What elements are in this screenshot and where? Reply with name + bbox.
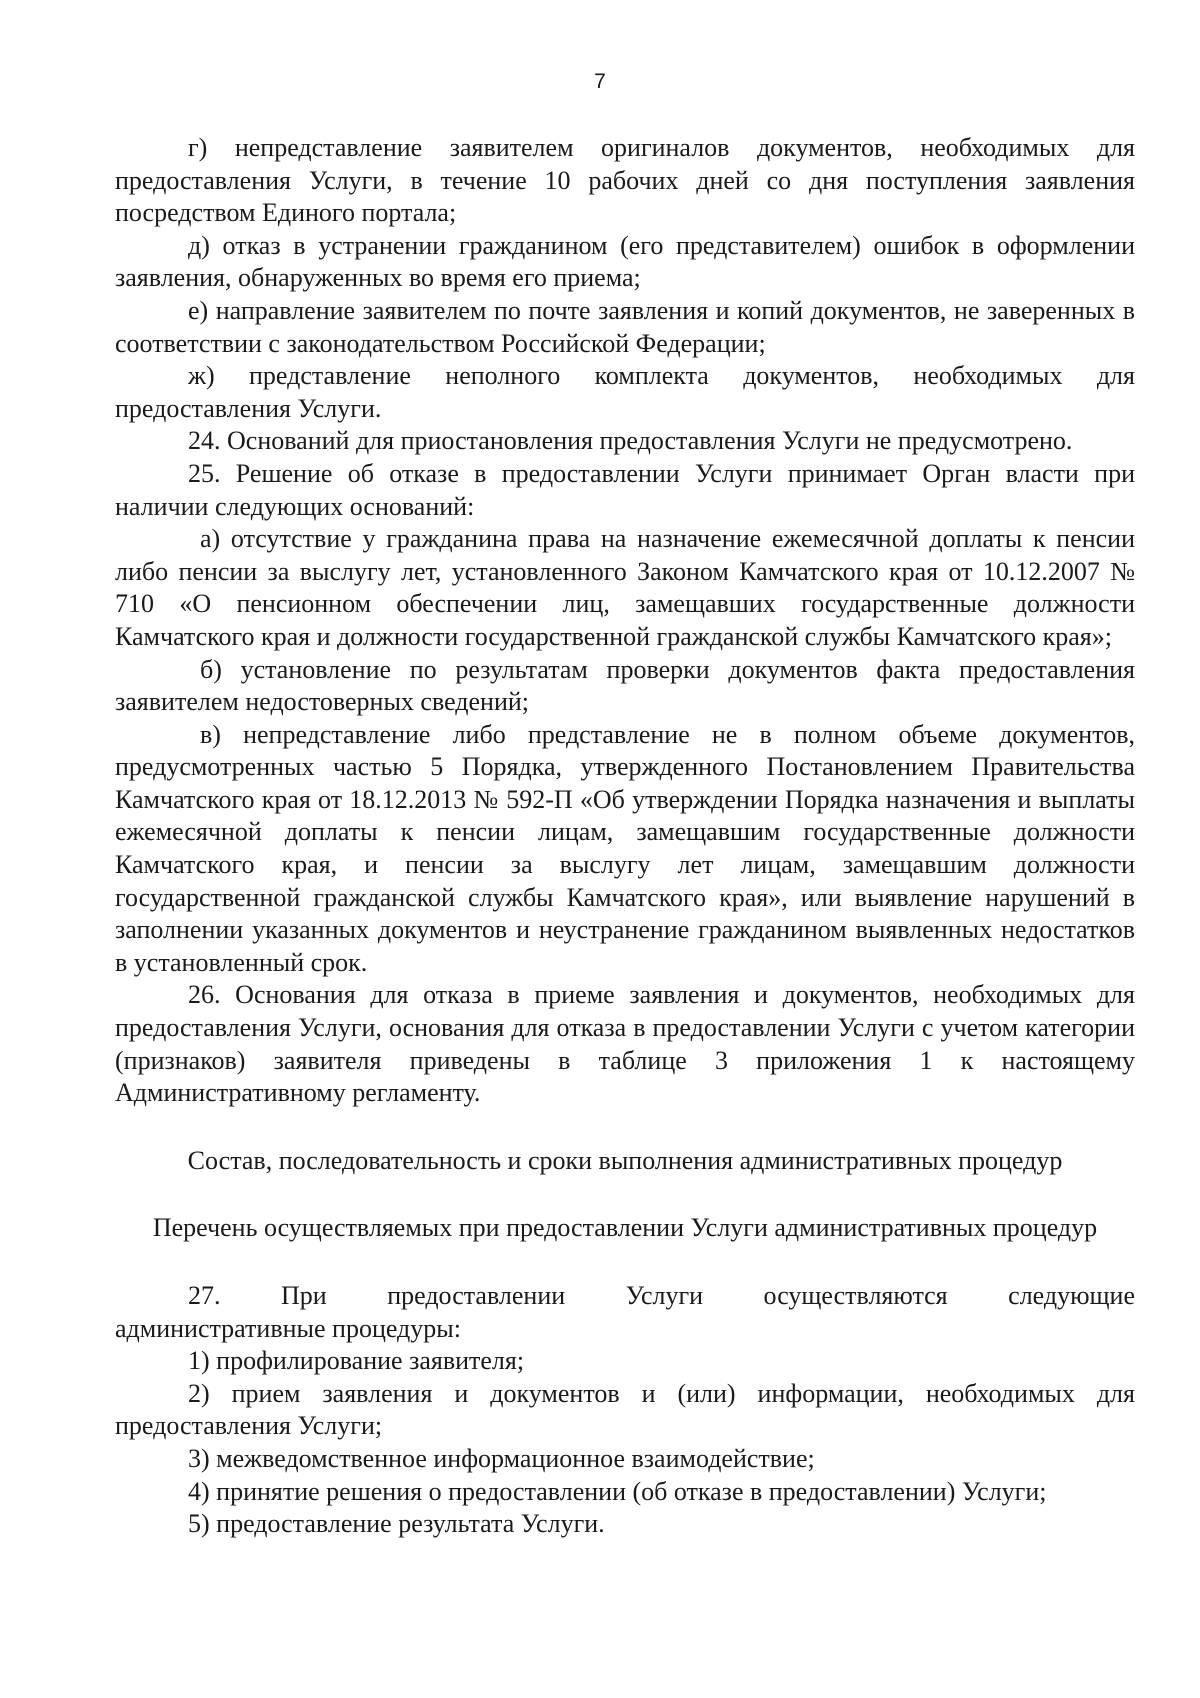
- paragraph-27-line2: административные процедуры:: [115, 1313, 461, 1343]
- paragraph-26: 26. Основания для отказа в приеме заявления и документов, необходимых для предоставления Услуги, основания для отказа в предоставлении Услуги с учетом категории (признаков) заявителя приведены в таблице 3 приложения 1 к настоящему Административному регламенту.: [115, 980, 1135, 1108]
- subsection-heading: Перечень осуществляемых при предоставлении Услуги административных процедур: [152, 1213, 1098, 1243]
- paragraph-23zh: ж) представление неполного комплекта документов, необходимых для предоставления Услуги.: [115, 361, 1135, 423]
- section-heading: Состав, последовательность и сроки выполнения административных процедур: [187, 1145, 1063, 1175]
- paragraph-25a: а) отсутствие у гражданина права на назначение ежемесячной доплаты к пенсии либо пенсии за выслугу лет, установленного Законом Камчатского края от 10.12.2007 № 710 «О пенсионном обеспечении лиц, замещавших государственные должности Камчатского края и должности государственной гражданской службы Камчатского края»;: [115, 524, 1135, 651]
- paragraph-23e: е) направление заявителем по почте заявления и копий документов, не заверенных в соответствии с законодательством Российской Федерации;: [115, 295, 1135, 358]
- paragraph-24: 24. Оснований для приостановления предоставления Услуги не предусмотрено.: [188, 426, 1073, 456]
- page-number: 7: [594, 70, 606, 93]
- paragraph-25v: в) непредставление либо представление не в полном объеме документов, предусмотренных частью 5 Порядка, утвержденного Постановлением Правительства Камчатского края от 18.12.2013 № 592-П «Об утверждении Порядка назначения и выплаты ежемесячной доплаты к пенсии лицам, замещавшим государственные должности Камчатского края, и пенсии за выслугу лет лицам, замещавшим должности государственной гражданской службы Камчатского края», или выявление нарушений в заполнении указанных документов и неустранение гражданином выявленных недостатков в установленный срок.: [115, 719, 1135, 977]
- paragraph-23d: д) отказ в устранении гражданином (его представителем) ошибок в оформлении заявления, обнаруженных во время его приема;: [115, 230, 1135, 293]
- paragraph-23g: г) непредставление заявителем оригиналов документов, необходимых для предоставления Услуги, в течение 10 рабочих дней со дня поступления заявления посредством Единого портала;: [115, 133, 1135, 228]
- procedure-item-5: 5) предоставление результата Услуги.: [188, 1509, 605, 1539]
- procedure-item-4: 4) принятие решения о предоставлении (об отказе в предоставлении) Услуги;: [188, 1476, 1047, 1506]
- paragraph-27-line1: 27. При предоставлении Услуги осуществляются следующие: [188, 1281, 1135, 1310]
- paragraph-25b: б) установление по результатам проверки документов факта предоставления заявителем недостоверных сведений;: [115, 654, 1135, 717]
- procedure-item-1: 1) профилирование заявителя;: [188, 1346, 525, 1376]
- paragraph-25: 25. Решение об отказе в предоставлении Услуги принимает Орган власти при наличии следующих оснований:: [115, 458, 1135, 521]
- procedure-item-3: 3) межведомственное информационное взаимодействие;: [188, 1443, 815, 1473]
- procedure-item-2: 2) прием заявления и документов и (или) информации, необходимых для предоставления Услуги;: [115, 1378, 1135, 1441]
- document-body: [115, 132, 1135, 1541]
